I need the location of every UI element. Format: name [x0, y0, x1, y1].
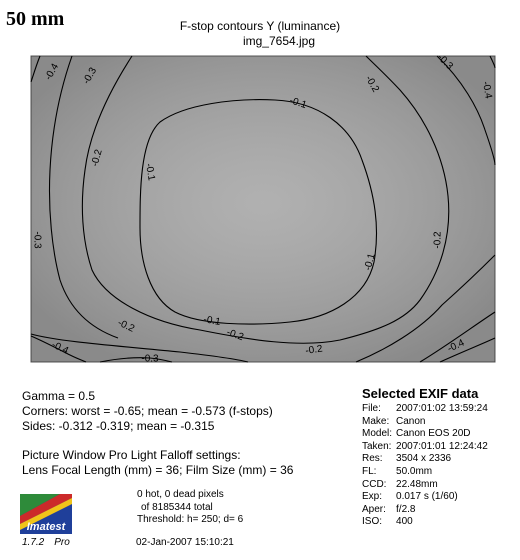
sides-text: Sides: -0.312 -0.319; mean = -0.315 — [22, 419, 215, 433]
exif-key: FL: — [362, 465, 377, 477]
exif-value: 0.017 s (1/60) — [396, 491, 458, 503]
exif-value: 3504 x 2336 — [396, 453, 452, 465]
version-info — [22, 537, 80, 548]
exif-row — [362, 453, 488, 466]
contour-label: -0.1 — [362, 252, 378, 272]
chart-subtitle: img_7654.jpg — [242, 34, 316, 48]
logo-text: Imatest — [26, 521, 66, 533]
contour-label: -0.1 — [142, 162, 157, 182]
exif-row — [362, 516, 488, 529]
exif-key: Res: — [362, 453, 383, 465]
contour-label: -0.2 — [115, 317, 137, 335]
contour-label: -0.3 — [141, 353, 159, 365]
exif-key: Taken: — [362, 440, 392, 452]
gamma-text: Gamma = 0.5 — [22, 389, 96, 403]
exif-row — [362, 403, 488, 416]
plot-shading — [31, 56, 495, 362]
exif-row — [362, 491, 488, 504]
exif-key: Exp: — [362, 491, 383, 503]
contour-label: -0.3 — [81, 65, 100, 87]
contour-label: -0.2 — [304, 343, 324, 357]
contour-label: -0.3 — [31, 231, 43, 249]
exif-panel — [362, 386, 488, 529]
contour-label: -0.2 — [89, 148, 105, 168]
exif-key: ISO: — [362, 516, 383, 528]
dead-pixels-text: 0 hot, 0 dead pixels — [137, 489, 224, 500]
exif-key: Make: — [362, 415, 390, 427]
exif-key: Aper: — [362, 503, 386, 515]
exif-value: 400 — [396, 516, 413, 528]
exif-key: CCD: — [362, 478, 387, 490]
contour-label: -0.4 — [445, 337, 467, 355]
contour-label: -0.4 — [49, 339, 71, 357]
exif-row — [362, 479, 488, 492]
corners-text: Corners: worst = -0.65; mean = -0.573 (f-stops) — [22, 404, 273, 418]
contour-label: -0.3 — [434, 52, 455, 73]
exif-row — [362, 416, 488, 429]
contour-label: -0.4 — [43, 61, 62, 83]
version-number: 1.7.2 — [22, 537, 45, 548]
contour-label: -0.1 — [288, 95, 308, 112]
exif-row — [362, 428, 488, 441]
exif-title: Selected EXIF data — [362, 386, 479, 401]
exif-row — [362, 504, 488, 517]
contour-label: -0.2 — [432, 231, 444, 249]
exif-value: 22.48mm — [396, 478, 438, 490]
threshold-text: Threshold: h= 250; d= 6 — [137, 514, 244, 526]
exif-value: Canon EOS 20D — [396, 428, 471, 440]
exif-key: Model: — [362, 428, 393, 440]
exif-value: 2007:01:01 12:24:42 — [396, 440, 488, 452]
report-date: 02-Jan-2007 15:10:21 — [136, 537, 234, 548]
lens-focal-label: 50 mm — [6, 8, 65, 30]
contour-label: -0.2 — [362, 73, 381, 95]
falloff-stats — [22, 389, 293, 478]
chart-title: F-stop contours Y (luminance) — [179, 19, 341, 33]
exif-value: Canon — [396, 415, 426, 427]
contour-label: -0.1 — [202, 314, 222, 329]
pixel-stats — [137, 489, 243, 527]
imatest-logo — [20, 494, 72, 534]
contour-label: -0.2 — [224, 327, 245, 344]
exif-value: 50.0mm — [396, 465, 433, 477]
settings-values: Lens Focal Length (mm) = 36; Film Size (mm) = 36 — [22, 463, 294, 477]
exif-value: 2007:01:02 13:59:24 — [396, 403, 488, 414]
exif-value: f/2.8 — [396, 503, 416, 515]
exif-key: File: — [362, 403, 381, 414]
version-edition: Pro — [54, 537, 70, 548]
total-pixels-text: of 8185344 total — [141, 501, 213, 513]
settings-title: Picture Window Pro Light Falloff settings: — [22, 448, 241, 462]
exif-table — [362, 403, 488, 529]
contour-label: -0.4 — [479, 80, 494, 100]
exif-row — [362, 466, 488, 479]
exif-row — [362, 441, 488, 454]
